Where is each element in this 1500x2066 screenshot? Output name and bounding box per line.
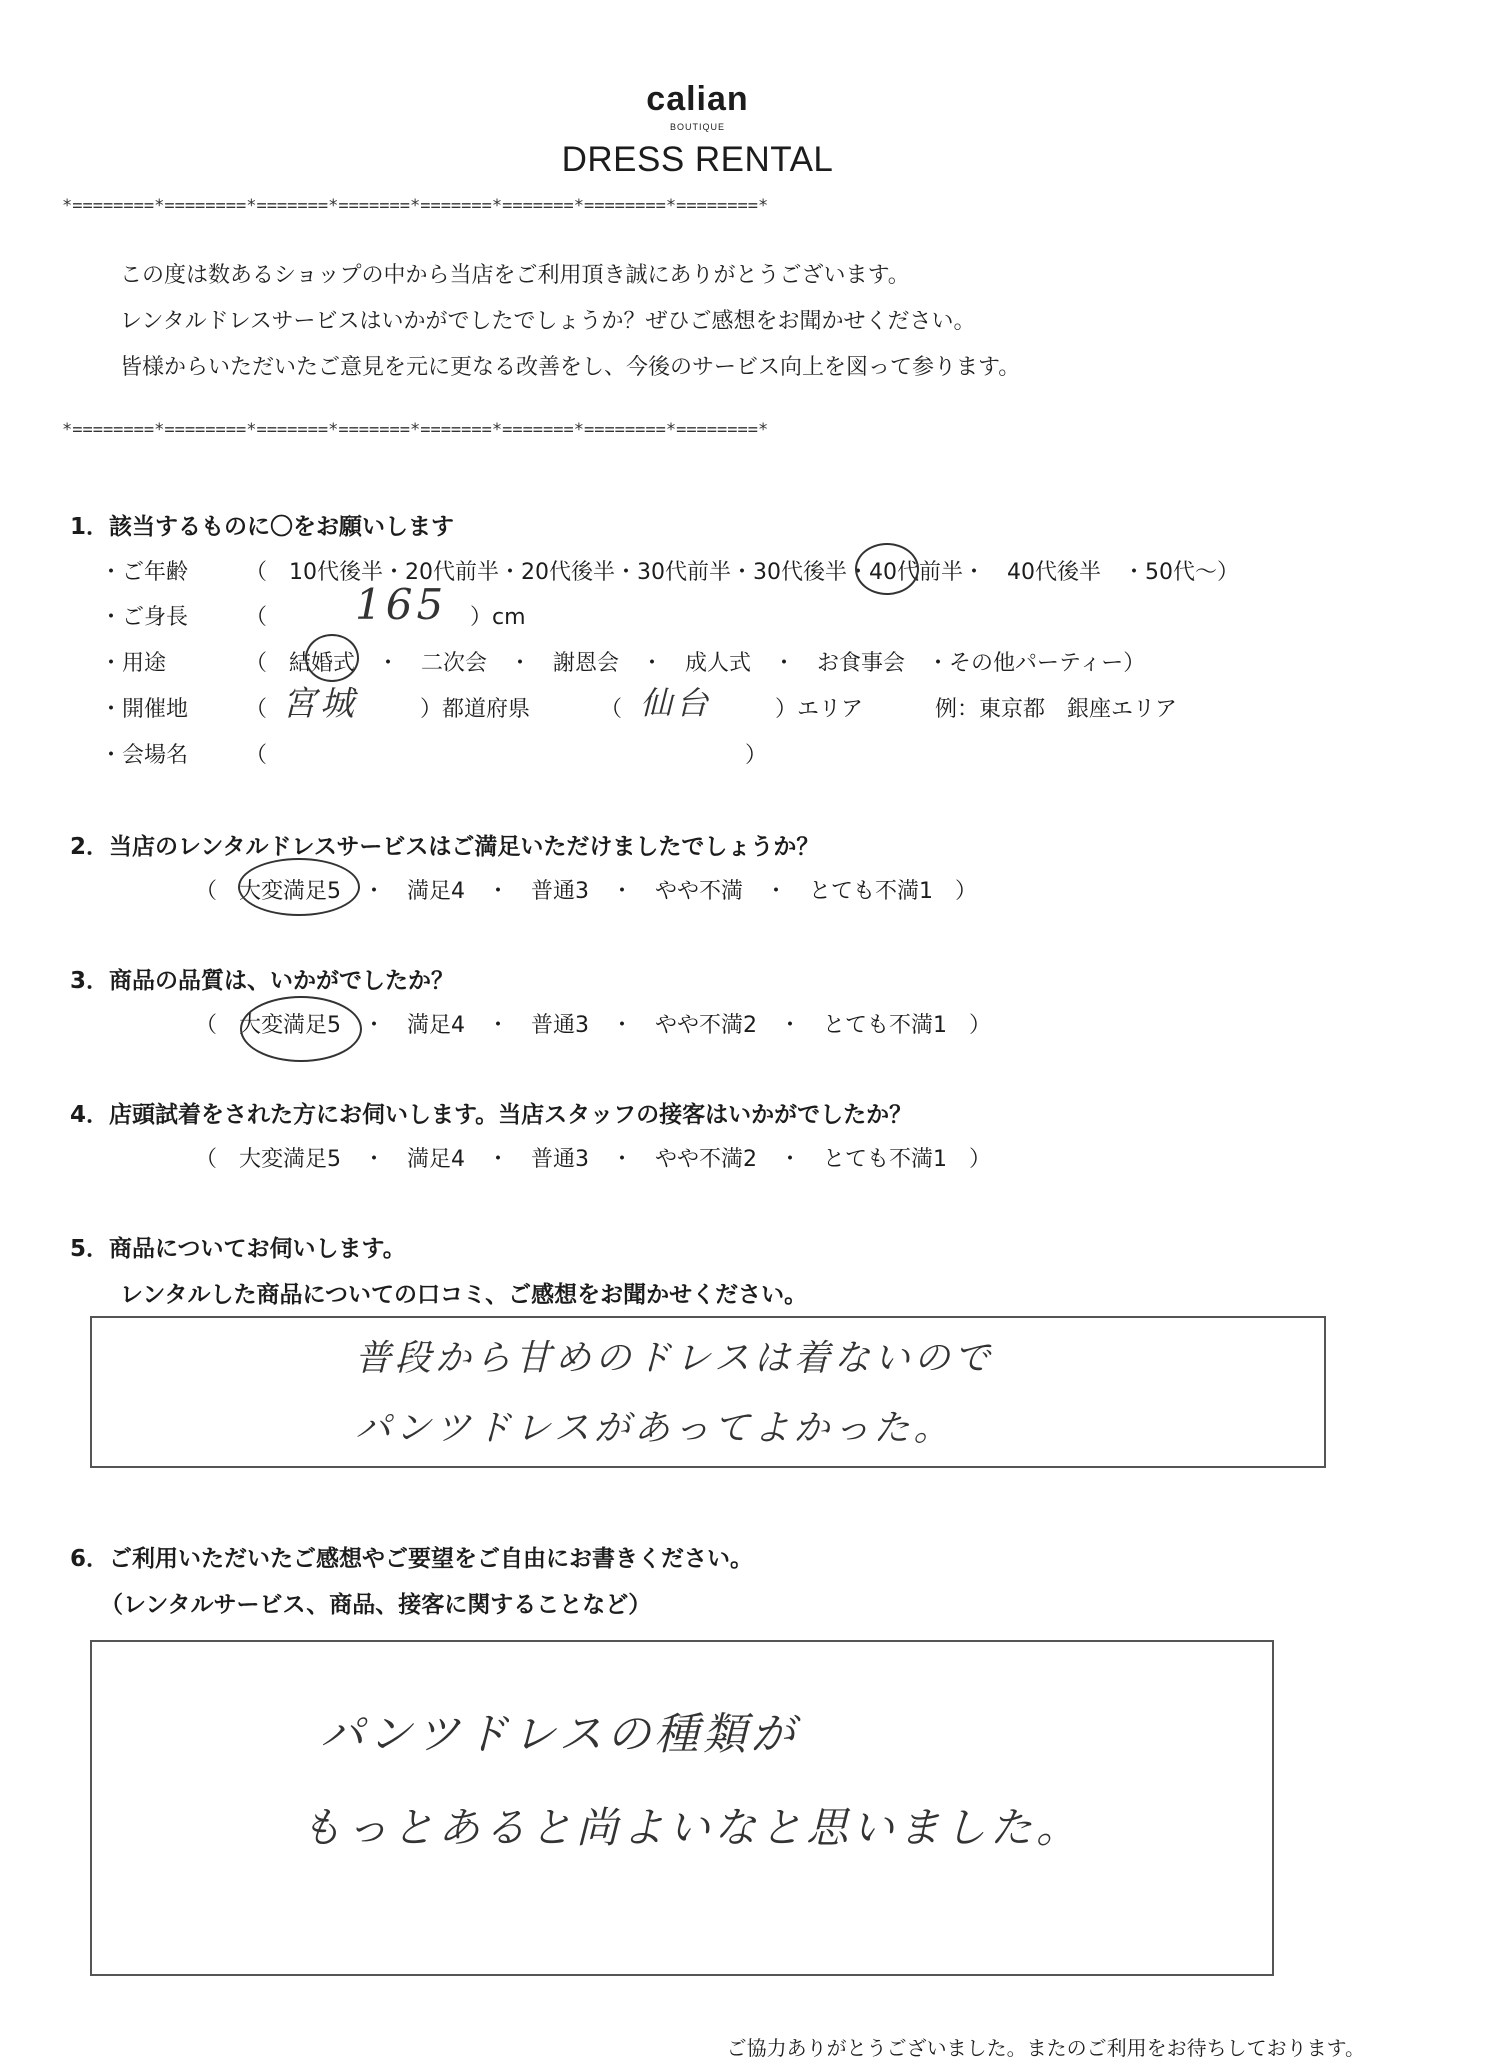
intro-line-1: この度は数あるショップの中から当店をご利用頂き誠にありがとうございます。: [120, 263, 910, 288]
venue-example: 例：東京都 銀座エリア: [935, 697, 1178, 722]
brand-sub: BOUTIQUE: [669, 122, 725, 132]
prefecture-value: 宮城: [282, 684, 358, 724]
height-unit: ）cm: [470, 605, 526, 630]
intro-line-2: レンタルドレスサービスはいかがでしたでしょうか？ぜひご感想をお聞かせください。: [120, 309, 976, 334]
hall-label: ・会場名: [100, 743, 189, 768]
q6-title: 6．ご利用いただいたご感想やご要望をご自由にお書きください。: [70, 1546, 754, 1572]
q3-selection-circle: [240, 996, 362, 1062]
area-open-paren: （: [600, 697, 623, 722]
q4-options: （ 大変満足5 ・ 満足4 ・ 普通3 ・ やや不満2 ・ とても不満1 ）: [195, 1147, 991, 1172]
hall-open-paren: （: [245, 743, 268, 768]
separator-bottom: *========*========*=======*=======*=======*=======*========*========*: [62, 420, 769, 440]
height-open-paren: （: [245, 605, 268, 630]
q5-answer-line-2: パンツドレスがあってよかった。: [355, 1408, 954, 1449]
q2-selection-circle: [238, 858, 360, 916]
q6-subtitle: （レンタルサービス、商品、接客に関することなど）: [100, 1592, 652, 1618]
age-selection-circle: [855, 543, 919, 595]
q1-title: 1．該当するものに〇をお願いします: [70, 514, 455, 540]
height-label: ・ご身長: [100, 605, 189, 630]
brand-logo: calian: [646, 80, 749, 118]
q3-options: （ 大変満足5 ・ 満足4 ・ 普通3 ・ やや不満2 ・ とても不満1 ）: [195, 1013, 991, 1038]
venue-label: ・開催地: [100, 697, 189, 722]
q3-title: 3．商品の品質は、いかがでしたか？: [70, 968, 455, 994]
q6-answer-line-2: もっとあると尚よいなと思いました。: [300, 1803, 1083, 1852]
prefecture-suffix: ）都道府県: [420, 697, 531, 722]
purpose-selection-circle: [305, 634, 359, 682]
q5-answer-line-1: 普段から甘めのドレスは着ないので: [355, 1338, 994, 1379]
q5-subtitle: レンタルした商品についての口コミ、ご感想をお聞かせください。: [120, 1282, 808, 1308]
height-value: 165: [355, 580, 448, 629]
venue-open-paren: （: [245, 697, 268, 722]
q6-answer-line-1: パンツドレスの種類が: [320, 1709, 799, 1760]
q5-title: 5．商品についてお伺いします。: [70, 1236, 406, 1262]
area-value: 仙台: [640, 684, 713, 722]
intro-line-3: 皆様からいただいたご意見を元に更なる改善をし、今後のサービス向上を図って参ります。: [120, 355, 1021, 380]
separator-top: *========*========*=======*=======*=======*=======*========*========*: [62, 196, 769, 216]
form-title: DRESS RENTAL: [561, 140, 834, 179]
q2-title: 2．当店のレンタルドレスサービスはご満足いただけましたでしょうか？: [70, 834, 820, 860]
hall-close-paren: ）: [745, 743, 768, 768]
age-options: （ 10代後半・20代前半・20代後半・30代前半・30代後半・40代前半・ 40代後半 ・50代〜）: [245, 560, 1239, 585]
purpose-options: （ 結婚式 ・ 二次会 ・ 謝恩会 ・ 成人式 ・ お食事会 ・その他パーティー）: [245, 651, 1146, 676]
age-label: ・ご年齢: [100, 560, 189, 585]
area-suffix: ）エリア: [775, 697, 864, 722]
purpose-label: ・用途: [100, 651, 167, 676]
thank-you-footer: ご協力ありがとうございました。またのご利用をお待ちしております。: [726, 2036, 1365, 2060]
q2-options: （ 大変満足5 ・ 満足4 ・ 普通3 ・ やや不満 ・ とても不満1 ）: [195, 879, 977, 904]
q4-title: 4．店頭試着をされた方にお伺いします。当店スタッフの接客はいかがでしたか？: [70, 1102, 913, 1128]
